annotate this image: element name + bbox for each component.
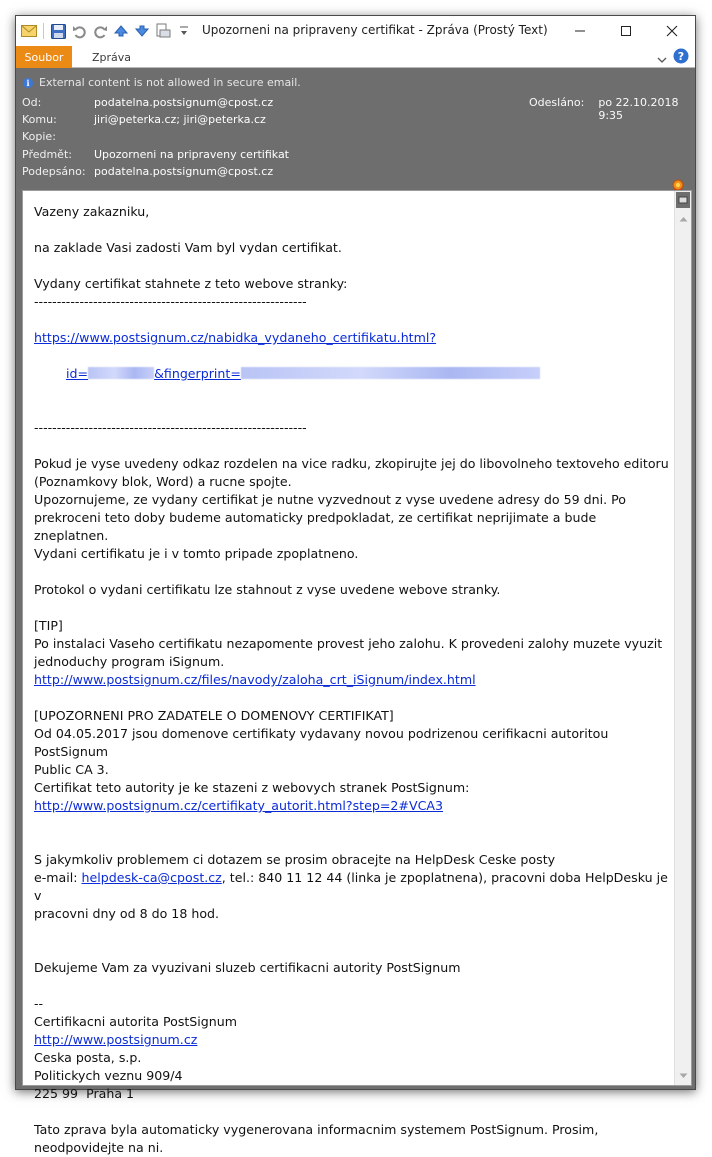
scroll-up-arrow-icon[interactable] <box>677 212 690 226</box>
mail-icon <box>20 22 38 40</box>
redo-icon[interactable] <box>91 22 109 40</box>
signed-value[interactable]: podatelna.postsignum@cpost.cz <box>94 165 274 178</box>
greeting: Vazeny zakazniku, <box>34 204 150 219</box>
body-paragraph: Pokud je vyse uvedeny odkaz rozdelen na vice radku, zkopirujte jej do libovolneho textoveho editoru (Poznamkovy blok, Word) a rucne spojte. Upozornujeme, ze vydany certifikat je nutne vyzvednout z vyse uvedene adresy do 59 dni. Po prekroceni teto doby budeme automaticky predpokladat, ze certifikat neprijimate a bude zneplatnen. Vydani certifikatu je i v tomto pripade zpoplatneno. <box>34 456 669 561</box>
email-prefix: e-mail: <box>34 870 82 885</box>
minimize-button[interactable] <box>557 16 603 46</box>
close-button[interactable] <box>649 16 695 46</box>
sent-value: po 22.10.2018 9:35 <box>598 96 679 122</box>
subject-label: Předmět: <box>22 148 72 161</box>
helpdesk-email-link[interactable]: helpdesk-ca@cpost.cz <box>81 870 222 885</box>
thanks-paragraph: Dekujeme Vam za vyuzivani sluzeb certifikacni autority PostSignum <box>34 960 461 975</box>
body-paragraph: Protokol o vydani certifikatu lze stahnout z vyse uvedene webove stranky. <box>34 582 501 597</box>
toolbar-separator <box>43 23 44 39</box>
vertical-scrollbar[interactable] <box>674 191 691 1085</box>
chevron-down-icon[interactable] <box>657 49 667 68</box>
window-title: Upozorneni na pripraveny certifikat - Zpráva (Prostý Text) <box>202 23 548 37</box>
save-icon[interactable] <box>49 22 67 40</box>
split-pane-icon[interactable] <box>676 192 690 208</box>
body-paragraph: na zaklade Vasi zadosti Vam byl vydan certifikat. <box>34 240 342 255</box>
redacted-id <box>88 367 154 379</box>
helpdesk-paragraph: S jakymkoliv problemem ci dotazem se prosim obracejte na HelpDesk Ceske posty <box>34 852 556 867</box>
link-id-param: id= <box>66 366 89 381</box>
redacted-fingerprint <box>241 367 540 379</box>
signature-name: Certifikacni autorita PostSignum <box>34 1014 238 1029</box>
body-paragraph: Vydany certifikat stahnete z teto webove stranky: <box>34 276 348 291</box>
ribbon-right-controls <box>657 48 689 68</box>
tip-paragraph: [TIP] Po instalaci Vaseho certifikatu nezapomente provest jeho zalohu. K provedeni zalohy muzete vyuzit jednoduchy program iSignum. <box>34 618 663 669</box>
maximize-button[interactable] <box>603 16 649 46</box>
signature-address: Ceska posta, s.p. Politickych veznu 909/4 225 99 Praha 1 <box>34 1050 183 1101</box>
ca-certificates-link[interactable]: http://www.postsignum.cz/certifikaty_autorit.html?step=2#VCA3 <box>34 798 444 813</box>
message-body-pane <box>22 190 692 1155</box>
tab-message[interactable]: Zpráva <box>92 50 132 64</box>
separator-line: ------------------------------------------------------------ <box>34 420 307 435</box>
signature-dash: -- <box>34 996 44 1011</box>
cc-label: Kopie: <box>22 130 56 143</box>
separator-line: ------------------------------------------------------------ <box>34 294 307 309</box>
next-item-icon[interactable] <box>133 22 151 40</box>
from-row <box>22 96 273 109</box>
isignum-backup-link[interactable]: http://www.postsignum.cz/files/navody/zaloha_crt_iSignum/index.html <box>34 672 476 687</box>
subject-row <box>22 148 289 161</box>
from-value[interactable]: podatelna.postsignum@cpost.cz <box>94 96 274 109</box>
postsignum-website-link[interactable]: http://www.postsignum.cz <box>34 1032 198 1047</box>
to-value[interactable]: jiri@peterka.cz; jiri@peterka.cz <box>94 113 266 126</box>
footer-paragraph: Tato zprava byla automaticky vygenerovana informacnim systemem PostSignum. Prosim, neodpovidejte na ni. <box>34 1122 599 1155</box>
to-row <box>22 113 266 126</box>
help-icon[interactable] <box>673 48 689 68</box>
info-bar-text: External content is not allowed in secure email. <box>39 76 301 89</box>
signed-row <box>22 165 273 178</box>
helpdesk-contact <box>34 869 674 923</box>
contact-details: , tel.: 840 11 12 44 (linka je zpoplatnena), pracovni doba HelpDesku je v pracovni dny od 8 do 18 hod. <box>34 870 668 921</box>
subject-value: Upozorneni na pripraveny certifikat <box>94 148 289 161</box>
customize-toolbar-icon[interactable] <box>175 22 193 40</box>
message-header <box>16 69 695 188</box>
certificate-download-link-line2[interactable] <box>66 366 540 381</box>
tab-file[interactable]: Soubor <box>16 46 72 68</box>
info-icon: i <box>23 78 33 88</box>
scroll-down-arrow-icon[interactable] <box>677 1069 690 1083</box>
to-label: Komu: <box>22 113 57 126</box>
signed-label: Podepsáno: <box>22 165 86 178</box>
sent-row <box>529 96 695 122</box>
ribbon-tabs <box>16 46 695 68</box>
undo-icon[interactable] <box>70 22 88 40</box>
quick-access-toolbar <box>16 22 193 40</box>
svg-text:?: ? <box>677 50 685 63</box>
message-window <box>15 15 696 1155</box>
previous-item-icon[interactable] <box>112 22 130 40</box>
scrollbar-track[interactable] <box>677 229 690 1065</box>
domain-cert-paragraph: [UPOZORNENI PRO ZADATELE O DOMENOVY CERTIFIKAT] Od 04.05.2017 jsou domenove certifikaty vydavany novou podrizenou cerifikacni autoritou PostSignum Public CA 3. Certifikat teto autority je ke stazeni z webovych stranek PostSignum: <box>34 708 609 795</box>
title-bar <box>16 16 695 46</box>
info-bar <box>23 76 301 89</box>
certificate-download-link[interactable]: https://www.postsignum.cz/nabidka_vydaneho_certifikatu.html? <box>34 330 437 345</box>
print-preview-icon[interactable] <box>154 22 172 40</box>
from-label: Od: <box>22 96 42 109</box>
sent-label: Odesláno: <box>529 96 585 109</box>
link-fingerprint-param: &fingerprint= <box>154 366 241 381</box>
message-body <box>34 203 674 1157</box>
window-controls <box>557 16 695 46</box>
cc-row <box>22 130 94 143</box>
